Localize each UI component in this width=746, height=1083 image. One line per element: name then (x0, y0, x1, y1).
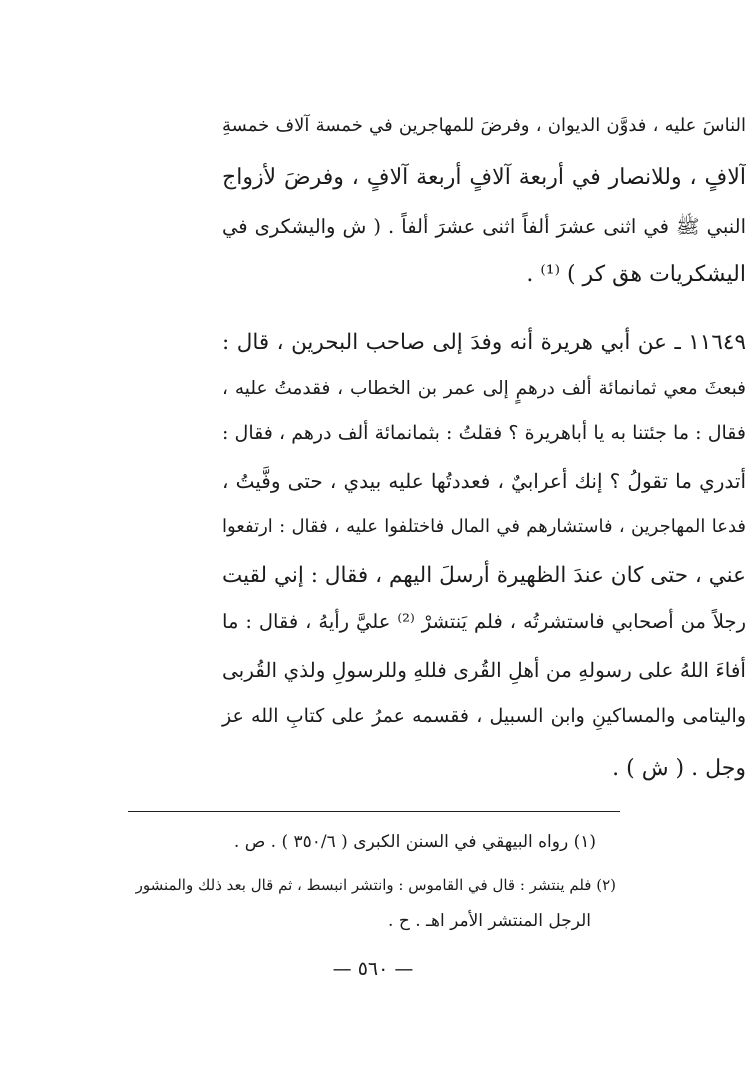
text-line: فدعا المهاجرين ، فاستشارهم في المال فاختلفوا عليه ، فقال : ارتفعوا (222, 516, 746, 537)
text-line: ١١٦٤٩ ـ عن أبي هريرة أنه وفدَ إلى صاحب البحرين ، قال : (222, 330, 746, 355)
footnote-1: (١) رواه البيهقي في السنن الكبرى ( ٣٥٠/٦ ) . ص . (233, 832, 596, 852)
text-line: اليشكريات هق كر ) ⁽¹⁾ . (526, 262, 746, 287)
text-line: أتدري ما تقولُ ؟ إنك أعرابيٌ ، فعددتُها عليه بيدي ، حتى وفَّيتُ ، (222, 469, 746, 493)
text-line: الناسَ عليه ، فدوَّن الديوان ، وفرضَ للمهاجرين في خمسة آلاف خمسةِ (222, 115, 746, 136)
footnote-2: (٢) فلم ينتشر : قال في القاموس : وانتشر انبسط ، ثم قال بعد ذلك والمنشور (135, 876, 616, 894)
footnote-2-continued: الرجل المنتشر الأمر اهـ . ح . (388, 911, 591, 931)
text-line: فقال : ما جئتنا به يا أباهريرة ؟ فقلتُ : بثمانمائة ألف درهم ، فقال : (222, 422, 746, 444)
text-line: وجل . ( ش ) . (612, 756, 746, 781)
text-line: واليتامى والمساكينِ وابن السبيل ، فقسمه عمرُ على كتابِ الله عز (222, 705, 746, 727)
text-line: آلافٍ ، وللانصار في أربعة آلافٍ أربعة آلافٍ ، وفرضَ لأزواج (222, 165, 746, 190)
text-line: عني ، حتى كان عندَ الظهيرة أرسلَ اليهم ، فقال : إني لقيت (222, 563, 746, 588)
footnote-divider (128, 811, 620, 812)
text-line: النبي ﷺ في اثنى عشرَ ألفاً اثنى عشرَ ألفاً . ( ش واليشكرى في (222, 215, 746, 238)
text-line: فبعثَ معي ثمانمائة ألف درهمٍ إلى عمر بن الخطاب ، فقدمتُ عليه ، (222, 378, 746, 399)
text-line: رجلاً من أصحابي فاستشرتُه ، فلم يَنتشرْ ⁽²⁾ عليَّ رأيهُ ، فقال : ما (222, 610, 746, 633)
page-number: — ٥٦٠ — (332, 958, 414, 980)
text-line: أفاءَ اللهُ على رسولهِ من أهلِ القُرى فللهِ وللرسولِ ولذي القُربى (222, 658, 746, 682)
